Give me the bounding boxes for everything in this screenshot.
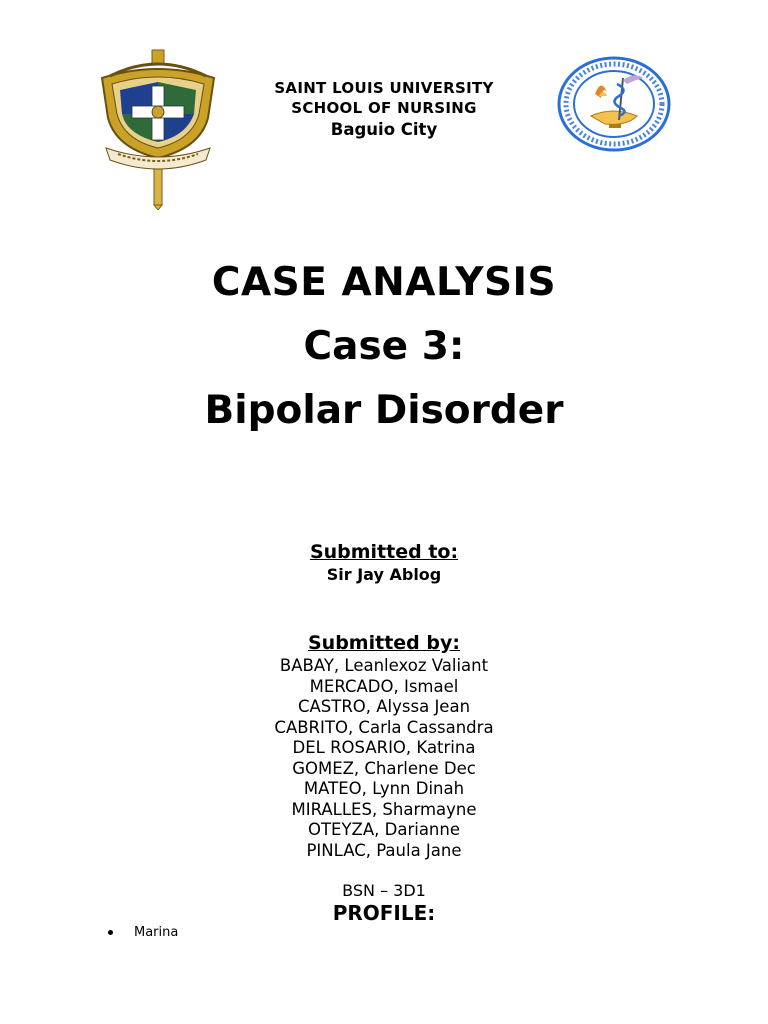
- submitted-by-heading: Submitted by:: [308, 632, 460, 654]
- list-item: [108, 925, 178, 940]
- submitted-to-heading: Submitted to:: [309, 541, 459, 563]
- city-name: Baguio City: [330, 120, 438, 139]
- submitted-to-name: Sir Jay Ablog: [326, 565, 442, 584]
- school-name: SCHOOL OF NURSING: [291, 99, 477, 117]
- case-topic: Bipolar Disorder: [204, 388, 564, 433]
- member-name: DEL ROSARIO, Katrina: [292, 738, 476, 757]
- bullet-icon: [108, 930, 113, 935]
- member-name: CABRITO, Carla Cassandra: [274, 717, 494, 737]
- university-name: SAINT LOUIS UNIVERSITY: [274, 79, 494, 97]
- member-name: MIRALLES, Sharmayne: [291, 799, 477, 819]
- university-crest-icon: [88, 48, 228, 210]
- member-name: MATEO, Lynn Dinah: [303, 779, 465, 798]
- case-number: Case 3:: [303, 324, 465, 369]
- member-name: BABAY, Leanlexoz Valiant: [279, 656, 489, 675]
- document-title: CASE ANALYSIS: [211, 260, 557, 305]
- member-name: PINLAC, Paula Jane: [306, 840, 462, 860]
- profile-heading: PROFILE:: [332, 901, 436, 925]
- member-name: GOMEZ, Charlene Dec: [292, 758, 476, 778]
- member-name: OTEYZA, Darianne: [307, 820, 460, 839]
- member-name: MERCADO, Ismael: [309, 676, 459, 696]
- members-list: [0, 656, 768, 861]
- school-of-nursing-seal-icon: [557, 56, 671, 152]
- class-section: BSN – 3D1: [342, 881, 426, 900]
- profile-bullet-text: Marina: [134, 925, 179, 940]
- member-name: CASTRO, Alyssa Jean: [297, 697, 471, 716]
